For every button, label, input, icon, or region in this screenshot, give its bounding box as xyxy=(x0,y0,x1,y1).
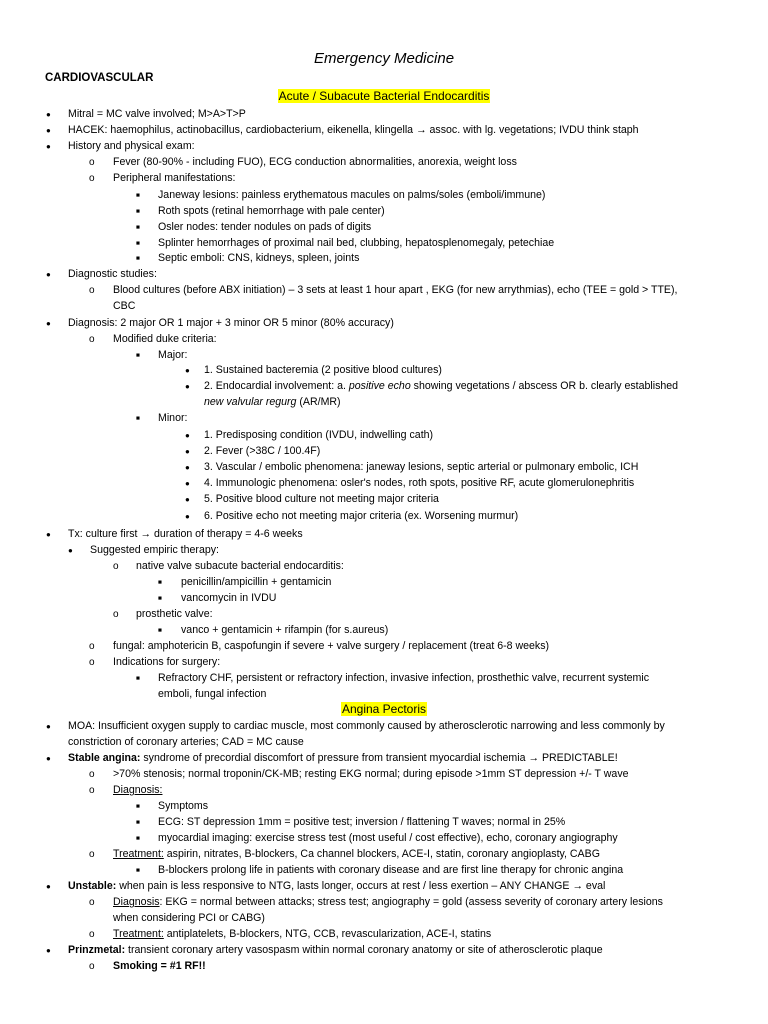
bullet-open: o xyxy=(89,657,95,668)
bullet-square: ■ xyxy=(136,224,140,231)
bullet-filled: ● xyxy=(46,530,51,539)
list-item: Mitral = MC valve involved; M>A>T>P xyxy=(68,108,246,120)
list-item: Prinzmetal: transient coronary artery vasospasm within normal coronary anatomy or site of atherosclerotic plaque xyxy=(68,944,603,956)
bullet-square: ■ xyxy=(136,255,140,262)
list-item: 4. Immunologic phenomena: osler's nodes, roth spots, positive RF, acute glomerulonephritis xyxy=(204,477,635,489)
list-item: Splinter hemorrhages of proximal nail bed, clubbing, hepatosplenomegaly, petechiae xyxy=(158,237,555,249)
bullet-open: o xyxy=(89,929,95,940)
list-item: Symptoms xyxy=(158,800,209,812)
list-item: Tx: culture first → duration of therapy = 4-6 weeks xyxy=(68,528,303,540)
list-item: MOA: Insufficient oxygen supply to cardiac muscle, most commonly caused by atherosclerotic narrowing and less commonly by xyxy=(68,720,665,732)
endocarditis-heading: Acute / Subacute Bacterial Endocarditis xyxy=(278,89,490,103)
list-item: prosthetic valve: xyxy=(136,608,213,620)
list-item: B-blockers prolong life in patients with coronary disease and are first line therapy for chronic angina xyxy=(158,864,624,876)
bullet-square: ■ xyxy=(136,352,140,359)
bullet-square: ■ xyxy=(136,192,140,199)
list-item: fungal: amphotericin B, caspofungin if severe + valve surgery / replacement (treat 6-8 weeks) xyxy=(113,640,550,652)
bullet-open: o xyxy=(89,334,95,345)
list-item: Unstable: when pain is less responsive to NTG, lasts longer, occurs at rest / less exertion – ANY CHANGE → eval xyxy=(68,880,606,892)
bullet-filled: ● xyxy=(46,882,51,891)
list-item: 2. Endocardial involvement: a. positive echo showing vegetations / abscess OR b. clearly established xyxy=(204,380,679,392)
list-item: Janeway lesions: painless erythematous macules on palms/soles (emboli/immune) xyxy=(158,189,546,201)
list-item: 6. Positive echo not meeting major criteria (ex. Worsening murmur) xyxy=(204,510,519,522)
bullet-square: ■ xyxy=(136,819,140,826)
list-item: Diagnosis: EKG = normal between attacks; stress test; angiography = gold (assess severity of coronary artery lesions xyxy=(113,896,663,908)
bullet-open: o xyxy=(89,641,95,652)
list-item-continuation: emboli, fungal infection xyxy=(158,688,267,700)
page-title: Emergency Medicine xyxy=(313,50,455,67)
bullet-filled: ● xyxy=(46,142,51,151)
list-item: Stable angina: syndrome of precordial discomfort of pressure from transient myocardial ischemia → PREDICTABLE! xyxy=(68,752,618,764)
bullet-square: ■ xyxy=(136,867,140,874)
list-item: History and physical exam: xyxy=(68,140,195,152)
list-item: ECG: ST depression 1mm = positive test; inversion / flattening T waves; normal in 25% xyxy=(158,816,566,828)
list-item: Modified duke criteria: xyxy=(113,333,217,345)
bullet-filled: ● xyxy=(185,512,190,521)
section-heading: CARDIOVASCULAR xyxy=(45,72,154,84)
bullet-open: o xyxy=(89,769,95,780)
bullet-filled: ● xyxy=(46,319,51,328)
list-item: 1. Predisposing condition (IVDU, indwelling cath) xyxy=(204,429,434,441)
list-item: Treatment: aspirin, nitrates, B-blockers, Ca channel blockers, ACE-I, statin, coronary angioplasty, CABG xyxy=(113,848,600,860)
bullet-filled: ● xyxy=(46,722,51,731)
bullet-filled: ● xyxy=(46,110,51,119)
list-item-continuation: CBC xyxy=(113,300,136,312)
bullet-square: ■ xyxy=(158,627,162,634)
bullet-filled: ● xyxy=(185,495,190,504)
list-item: 2. Fever (>38C / 100.4F) xyxy=(204,445,321,457)
list-item: Treatment: antiplatelets, B-blockers, NTG, CCB, revascularization, ACE-I, statins xyxy=(113,928,492,940)
list-item-continuation: constriction of coronary arteries; CAD = MC cause xyxy=(68,736,304,748)
bullet-filled: ● xyxy=(46,754,51,763)
list-item: vancomycin in IVDU xyxy=(181,592,277,604)
endocarditis-heading-wrap xyxy=(0,88,768,104)
list-item: 1. Sustained bacteremia (2 positive blood cultures) xyxy=(204,364,442,376)
bullet-filled: ● xyxy=(185,382,190,391)
bullet-filled: ● xyxy=(185,366,190,375)
list-item: penicillin/ampicillin + gentamicin xyxy=(181,576,332,588)
bullet-open: o xyxy=(89,961,95,972)
bullet-open: o xyxy=(89,173,95,184)
bullet-open: o xyxy=(113,561,119,572)
angina-heading: Angina Pectoris xyxy=(341,702,427,716)
bullet-filled: ● xyxy=(46,126,51,135)
bullet-filled: ● xyxy=(46,946,51,955)
list-item: Smoking = #1 RF!! xyxy=(113,960,206,972)
list-item: Roth spots (retinal hemorrhage with pale center) xyxy=(158,205,385,217)
list-item-continuation: new valvular regurg (AR/MR) xyxy=(204,396,341,408)
list-item: vanco + gentamicin + rifampin (for s.aureus) xyxy=(181,624,389,636)
bullet-square: ■ xyxy=(136,803,140,810)
list-item: 5. Positive blood culture not meeting major criteria xyxy=(204,493,439,505)
angina-heading-wrap xyxy=(0,701,768,717)
bullet-filled: ● xyxy=(46,270,51,279)
list-item: Indications for surgery: xyxy=(113,656,221,668)
bullet-open: o xyxy=(89,849,95,860)
list-item: Minor: xyxy=(158,412,188,424)
list-item-continuation: when considering PCI or CABG) xyxy=(113,912,265,924)
list-item: Fever (80-90% - including FUO), ECG conduction abnormalities, anorexia, weight loss xyxy=(113,156,517,168)
bullet-open: o xyxy=(89,157,95,168)
list-item: Suggested empiric therapy: xyxy=(90,544,219,556)
list-item: myocardial imaging: exercise stress test (most useful / cost effective), echo, coronary angiography xyxy=(158,832,618,844)
list-item: 3. Vascular / embolic phenomena: janeway lesions, septic arterial or pulmonary embolic, ICH xyxy=(204,461,639,473)
list-item: Refractory CHF, persistent or refractory infection, invasive infection, prosthethic valve, recurrent systemic xyxy=(158,672,650,684)
list-item: HACEK: haemophilus, actinobacillus, cardiobacterium, eikenella, klingella → assoc. with lg. vegetations; IVDU think staph xyxy=(68,124,639,136)
bullet-open: o xyxy=(89,785,95,796)
bullet-square: ■ xyxy=(136,240,140,247)
bullet-square: ■ xyxy=(136,835,140,842)
list-item: Major: xyxy=(158,349,188,361)
bullet-filled: ● xyxy=(185,447,190,456)
bullet-filled: ● xyxy=(185,479,190,488)
bullet-open: o xyxy=(113,609,119,620)
bullet-filled: ● xyxy=(185,463,190,472)
list-item: Diagnosis: 2 major OR 1 major + 3 minor OR 5 minor (80% accuracy) xyxy=(68,317,394,329)
bullet-square: ■ xyxy=(158,595,162,602)
bullet-open: o xyxy=(89,285,95,296)
bullet-square: ■ xyxy=(158,579,162,586)
list-item: >70% stenosis; normal troponin/CK-MB; resting EKG normal; during episode >1mm ST depression +/- T wave xyxy=(113,768,629,780)
list-item: Blood cultures (before ABX initiation) – 3 sets at least 1 hour apart , EKG (for new arrythmias), echo (TEE = gold > TTE), xyxy=(113,284,678,296)
list-item: Diagnostic studies: xyxy=(68,268,157,280)
list-item: native valve subacute bacterial endocarditis: xyxy=(136,560,344,572)
list-item: Osler nodes: tender nodules on pads of digits xyxy=(158,221,372,233)
bullet-open: o xyxy=(89,897,95,908)
bullet-filled: ● xyxy=(185,431,190,440)
bullet-square: ■ xyxy=(136,208,140,215)
bullet-filled: ● xyxy=(68,546,73,555)
bullet-square: ■ xyxy=(136,415,140,422)
list-item: Peripheral manifestations: xyxy=(113,172,236,184)
list-item: Diagnosis: xyxy=(113,784,163,796)
bullet-square: ■ xyxy=(136,675,140,682)
list-item: Septic emboli: CNS, kidneys, spleen, joints xyxy=(158,252,360,264)
